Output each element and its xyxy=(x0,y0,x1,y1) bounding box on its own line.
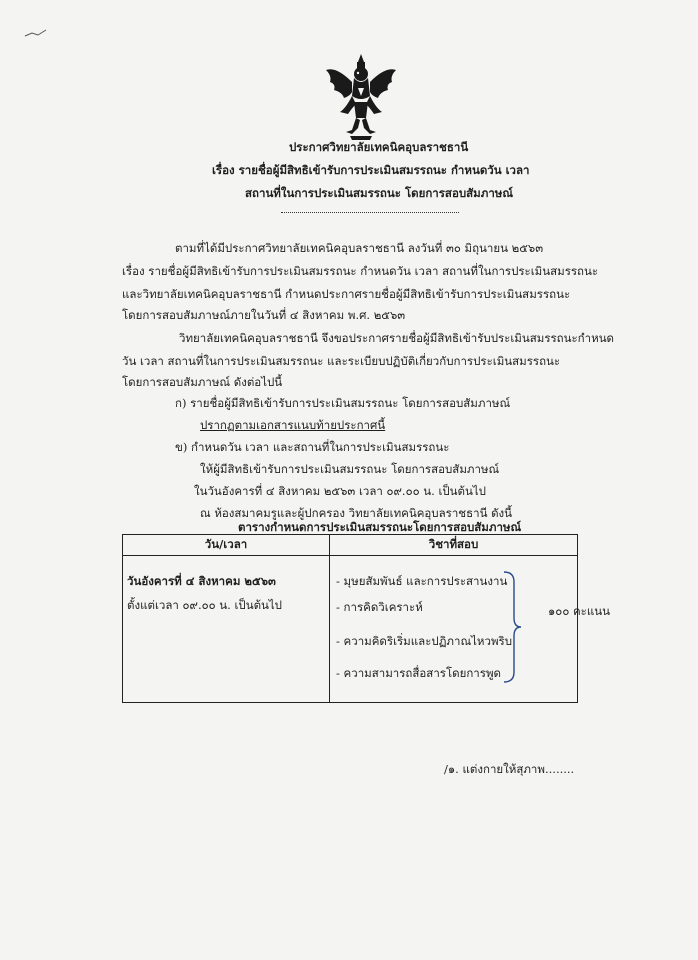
subject-item: - มุษยสัมพันธ์ และการประสานงาน xyxy=(336,574,508,588)
footer-continuation: /๑. แต่งกายให้สุภาพ........ xyxy=(444,762,575,776)
p1-line1: ตามที่ได้มีประกาศวิทยาลัยเทคนิคอุบลราชธานี ลงวันที่ ๓๐ มิถุนายน ๒๕๖๓ xyxy=(175,241,544,255)
table-cell-subjects xyxy=(330,556,610,703)
p2-line2: วัน เวลา สถานที่ในการประเมินสมรรถนะ และระเบียบปฏิบัติเกี่ยวกับการประเมินสมรรถนะ xyxy=(122,354,561,368)
p2-line3: โดยการสอบสัมภาษณ์ ดังต่อไปนี้ xyxy=(122,375,283,389)
item-b-line1: ให้ผู้มีสิทธิเข้ารับการประเมินสมรรถนะ โดยการสอบสัมภาษณ์ xyxy=(200,462,500,476)
item-a-note: ปรากฏตามเอกสารแนบท้ายประกาศนี้ xyxy=(200,418,386,432)
subject-item: - ความสามารถสื่อสารโดยการพูด xyxy=(336,666,501,680)
table-header-subject: วิชาที่สอบ xyxy=(330,535,578,556)
scan-mark-icon xyxy=(24,28,48,38)
header-institution: ประกาศวิทยาลัยเทคนิคอุบลราชธานี xyxy=(289,140,469,154)
p1-line3: และวิทยาลัยเทคนิคอุบลราชธานี กำหนดประกาศรายชื่อผู้มีสิทธิเข้ารับการประเมินสมรรถนะ xyxy=(122,287,571,301)
table-caption: ตารางกำหนดการประเมินสมรรถนะโดยการสอบสัมภาษณ์ xyxy=(238,520,522,534)
item-b-line2: ในวันอังคารที่ ๔ สิงหาคม ๒๕๖๓ เวลา ๐๙.๐๐ น. เป็นต้นไป xyxy=(194,484,486,498)
header-subject-line1: เรื่อง รายชื่อผู้มีสิทธิเข้ารับการประเมินสมรรถนะ กำหนดวัน เวลา xyxy=(212,163,530,177)
curly-brace-icon xyxy=(502,570,522,684)
subject-item: - การคิดวิเคราะห์ xyxy=(336,600,423,614)
subject-item: - ความคิดริเริ่มและปฏิภาณไหวพริบ xyxy=(336,634,512,648)
item-a: ก) รายชื่อผู้มีสิทธิเข้ารับการประเมินสมรรถนะ โดยการสอบสัมภาษณ์ xyxy=(175,396,511,410)
table-time: ตั้งแต่เวลา ๐๙.๐๐ น. เป็นต้นไป xyxy=(127,598,282,612)
table-header-row xyxy=(123,535,578,556)
garuda-emblem-icon xyxy=(322,52,400,140)
item-b: ข) กำหนดวัน เวลา และสถานที่ในการประเมินสมรรถนะ xyxy=(175,440,450,454)
header-subject-line2: สถานที่ในการประเมินสมรรถนะ โดยการสอบสัมภาษณ์ xyxy=(245,186,514,200)
p1-line4: โดยการสอบสัมภาษณ์ภายในวันที่ ๔ สิงหาคม พ.ศ. ๒๕๖๓ xyxy=(122,308,406,322)
p2-line1: วิทยาลัยเทคนิคอุบลราชธานี จึงขอประกาศรายชื่อผู้มีสิทธิเข้ารับประเมินสมรรถนะกำหนด xyxy=(179,331,615,345)
table-date: วันอังคารที่ ๔ สิงหาคม ๒๕๖๓ xyxy=(127,574,276,588)
table-cell-date xyxy=(123,556,330,703)
p1-line2: เรื่อง รายชื่อผู้มีสิทธิเข้ารับการประเมินสมรรถนะ กำหนดวัน เวลา สถานที่ในการประเมินสมรรถนะ xyxy=(122,264,599,278)
header-divider xyxy=(281,212,459,213)
table-score: ๑๐๐ คะแนน xyxy=(548,604,610,618)
item-b-line3: ณ ห้องสมาคมรูและผู้ปกครอง วิทยาลัยเทคนิคอุบลราชธานี ดังนี้ xyxy=(200,506,513,520)
table-header-date: วัน/เวลา xyxy=(123,535,330,556)
